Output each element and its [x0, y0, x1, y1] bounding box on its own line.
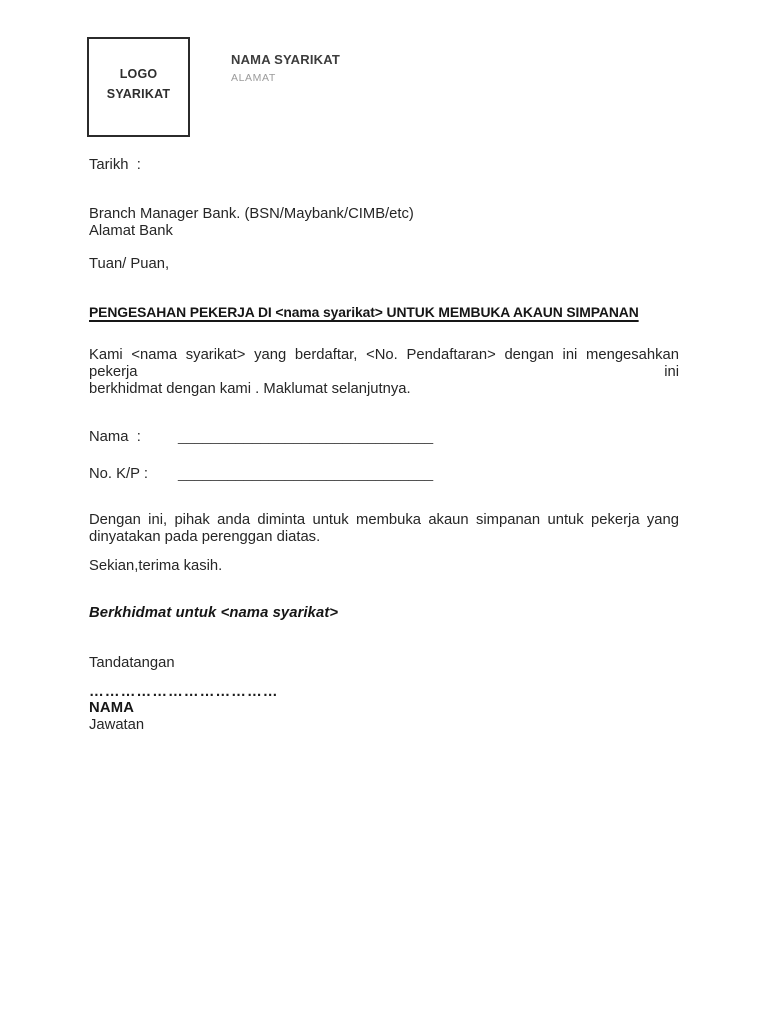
recipient-block	[89, 206, 679, 240]
recipient-line1: Branch Manager Bank. (BSN/Maybank/CIMB/etc)	[89, 206, 414, 223]
field-ic-row	[89, 466, 679, 483]
company-info	[231, 37, 340, 84]
field-name-row	[89, 429, 679, 446]
paragraph-1-line2: berkhidmat dengan kami . Maklumat selanjutnya.	[89, 381, 411, 398]
paragraph-2	[89, 512, 679, 546]
company-address: ALAMAT	[231, 71, 276, 84]
signature-name: NAMA	[89, 700, 135, 717]
company-name: NAMA SYARIKAT	[231, 52, 341, 67]
company-logo-placeholder	[87, 37, 190, 137]
salutation: Tuan/ Puan,	[89, 256, 170, 273]
letterhead	[89, 37, 679, 137]
recipient-line2: Alamat Bank	[89, 223, 173, 240]
subject-heading: PENGESAHAN PEKERJA DI <nama syarikat> UNTUK MEMBUKA AKAUN SIMPANAN	[89, 304, 639, 321]
closing-line: Sekian,terima kasih.	[89, 558, 223, 575]
signature-block	[89, 685, 679, 734]
paragraph-2-line1: Dengan ini, pihak anda diminta untuk membuka akaun simpanan untuk pekerja yang	[89, 512, 679, 529]
paragraph-2-line2: dinyatakan pada perenggan diatas.	[89, 529, 321, 546]
signoff-line: Berkhidmat untuk <nama syarikat>	[89, 605, 339, 622]
paragraph-1	[89, 347, 679, 398]
logo-text-line1: LOGO	[119, 67, 158, 81]
signature-position: Jawatan	[89, 717, 145, 734]
ic-field-blank: _______________________________	[178, 466, 434, 483]
signature-label: Tandatangan	[89, 655, 175, 672]
ic-field-label: No. K/P :	[89, 466, 148, 483]
paragraph-1-line1: Kami <nama syarikat> yang berdaftar, <No. Pendaftaran> dengan ini mengesahkan pekerja ini	[89, 347, 679, 381]
name-field-label: Nama :	[89, 429, 141, 446]
logo-text-line2: SYARIKAT	[106, 87, 171, 101]
date-label: Tarikh :	[89, 157, 141, 173]
signature-dotted-line: ………………………………	[89, 684, 279, 701]
name-field-blank: _______________________________	[178, 429, 434, 446]
